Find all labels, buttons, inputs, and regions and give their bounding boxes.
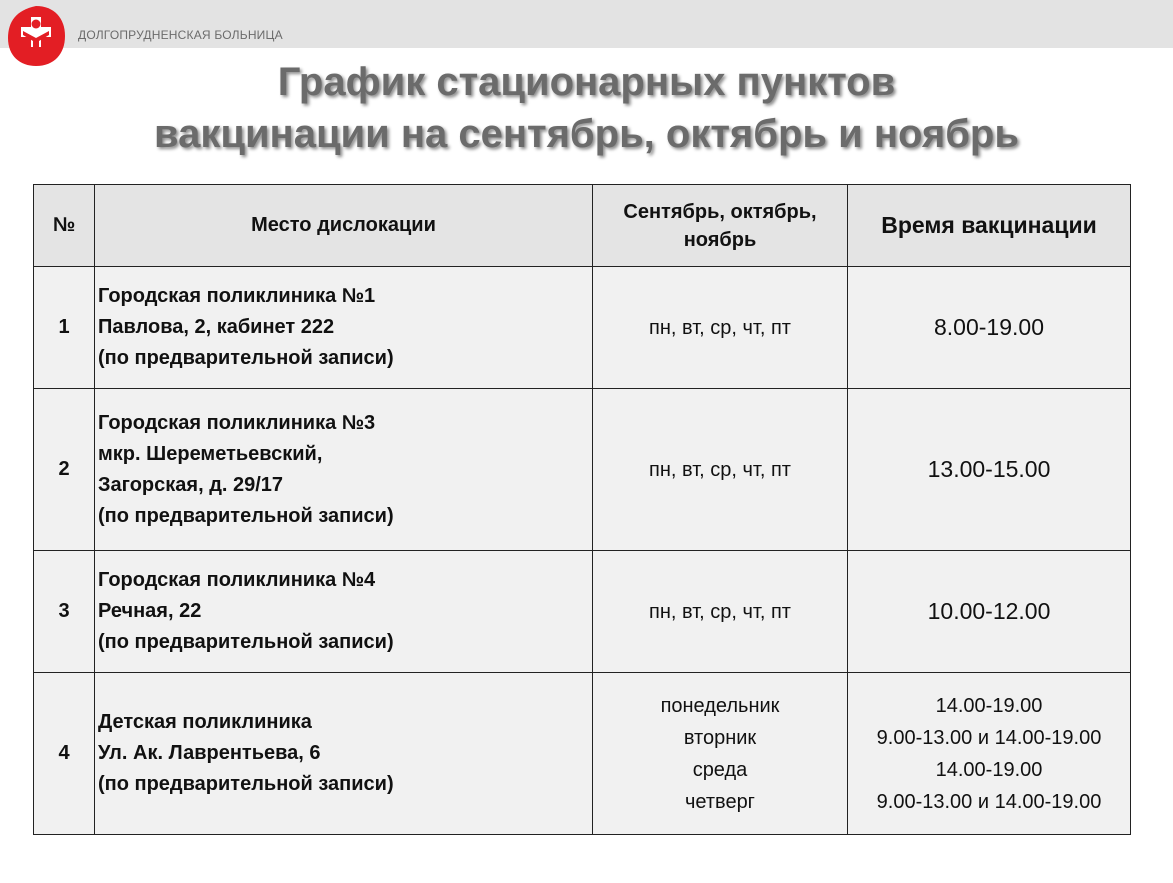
- table-row: [34, 267, 1131, 389]
- row-num: 3: [34, 551, 95, 673]
- place-line: Загорская, д. 29/17: [98, 473, 284, 496]
- days-line: среда: [692, 758, 748, 781]
- row-time: [848, 389, 1131, 551]
- row-days: [593, 551, 848, 673]
- table-header-row: [34, 185, 1131, 267]
- time-line: 14.00-19.00: [935, 694, 1043, 717]
- header-place: Место дислокации: [95, 185, 593, 267]
- row-days: [593, 673, 848, 835]
- row-num: 1: [34, 267, 95, 389]
- days-line: четверг: [685, 790, 755, 813]
- table-row: [34, 551, 1131, 673]
- place-line: (по предварительной записи): [98, 631, 394, 653]
- place-line: Городская поликлиника №4: [98, 569, 376, 591]
- header-time: Время вакцинации: [848, 185, 1131, 267]
- header-days-line-1: Сентябрь, октябрь,: [623, 200, 817, 223]
- row-days: [593, 267, 848, 389]
- days-line: пн, вт, ср, чт, пт: [649, 458, 791, 481]
- row-place: [95, 551, 593, 673]
- row-time: [848, 267, 1131, 389]
- days-line: пн, вт, ср, чт, пт: [649, 600, 791, 623]
- row-time: [848, 551, 1131, 673]
- place-line: Городская поликлиника №3: [98, 411, 376, 434]
- row-num: 4: [34, 673, 95, 835]
- days-line: пн, вт, ср, чт, пт: [649, 316, 791, 339]
- page-title: [0, 56, 1173, 160]
- days-line: понедельник: [660, 694, 780, 717]
- org-name: ДОЛГОПРУДНЕНСКАЯ БОЛЬНИЦА: [78, 28, 283, 42]
- table-row: [34, 673, 1131, 835]
- table-row: [34, 389, 1131, 551]
- header-num: №: [34, 185, 95, 267]
- place-line: (по предварительной записи): [98, 773, 394, 795]
- place-line: Городская поликлиника №1: [98, 285, 376, 307]
- header-days-line-2: ноябрь: [683, 228, 757, 251]
- place-line: Ул. Ак. Лаврентьева, 6: [98, 742, 321, 764]
- place-line: мкр. Шереметьевский,: [98, 442, 323, 465]
- row-place: [95, 673, 593, 835]
- title-line-2: вакцинации на сентябрь, октябрь и ноябрь: [154, 112, 1019, 156]
- time-line: 9.00-13.00 и 14.00-19.00: [876, 790, 1102, 813]
- row-place: [95, 267, 593, 389]
- place-line: (по предварительной записи): [98, 347, 394, 369]
- place-line: Речная, 22: [98, 600, 202, 622]
- row-place: [95, 389, 593, 551]
- vaccination-schedule-table: [33, 184, 1131, 835]
- row-num: 2: [34, 389, 95, 551]
- row-days: [593, 389, 848, 551]
- time-line: 8.00-19.00: [934, 314, 1044, 340]
- place-line: Павлова, 2, кабинет 222: [98, 316, 335, 338]
- time-line: 14.00-19.00: [935, 758, 1043, 781]
- time-line: 10.00-12.00: [927, 598, 1051, 624]
- time-line: 13.00-15.00: [927, 456, 1051, 482]
- days-line: вторник: [683, 726, 757, 749]
- title-line-1: График стационарных пунктов: [277, 60, 896, 104]
- place-line: Детская поликлиника: [98, 711, 312, 733]
- header-days: [593, 185, 848, 267]
- time-line: 9.00-13.00 и 14.00-19.00: [876, 726, 1102, 749]
- row-time: [848, 673, 1131, 835]
- place-line: (по предварительной записи): [98, 504, 394, 527]
